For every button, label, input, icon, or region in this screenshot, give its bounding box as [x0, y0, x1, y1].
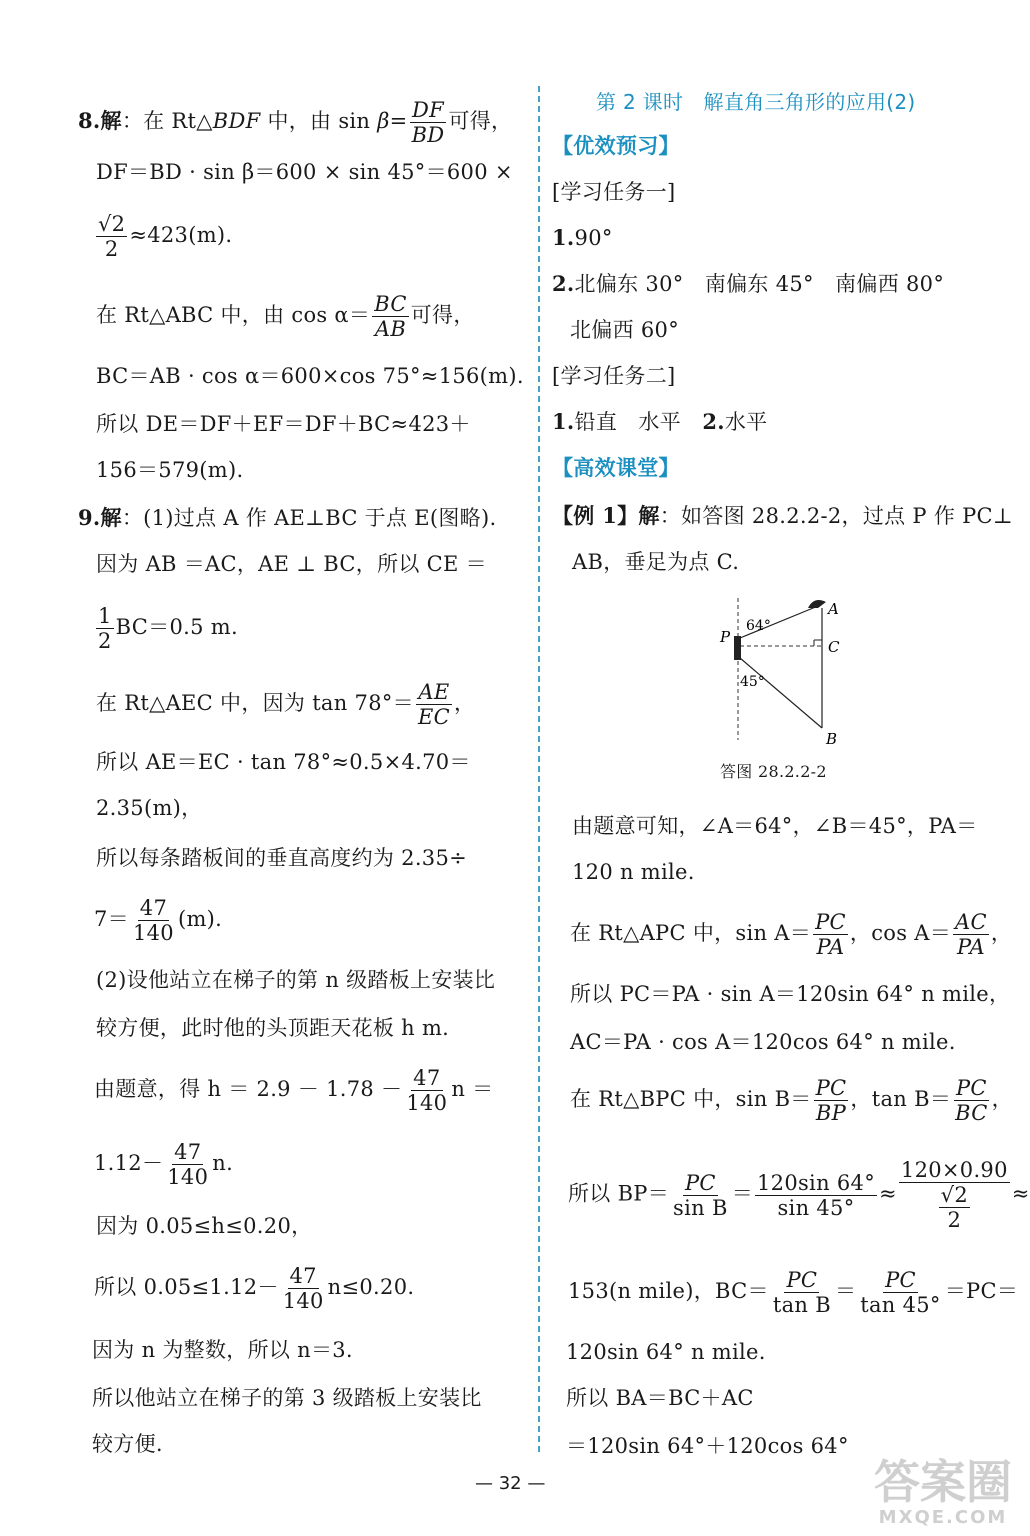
text: 铅直 水平 — [574, 410, 703, 434]
fraction — [281, 1264, 326, 1313]
text: ≈ — [1011, 1181, 1030, 1206]
item-number: 2. — [702, 409, 725, 434]
text: 90° — [574, 226, 613, 250]
fraction — [899, 1158, 1010, 1232]
watermark-url: MXQE.COM — [878, 1507, 1008, 1528]
q9-line-17: 较方便. — [92, 1432, 163, 1456]
numerator: PC — [684, 1170, 716, 1195]
numerator: 120×0.90 — [900, 1158, 1008, 1182]
q8-line-5: BC＝AB · cos α＝600×cos 75°≈156(m). — [96, 364, 524, 388]
pb-line — [740, 658, 822, 728]
item-number: 1. — [552, 225, 575, 250]
fraction — [96, 212, 127, 261]
example-line-6: 所以 PC＝PA · sin A＝120sin 64° n mile， — [570, 982, 1011, 1006]
denominator: sin B — [673, 1195, 728, 1220]
numerator: DF — [412, 98, 445, 122]
text: 在 Rt△AEC 中，因为 tan 78°＝ — [96, 691, 414, 715]
text: 1.12－ — [94, 1151, 164, 1175]
figure-diagram — [700, 590, 860, 750]
q8-line-6: 所以 DE＝DF＋EF＝DF＋BC≈423＋ — [96, 412, 471, 436]
q8-label: 8.解 — [78, 108, 122, 133]
q9-line-5: 所以 AE＝EC · tan 78°≈0.5×4.70＝ — [96, 750, 471, 774]
example-label: 【例 1】解 — [552, 503, 660, 528]
lesson-title: 第 2 课时 解直角三角形的应用(2) — [596, 90, 916, 114]
numerator: PC — [955, 1076, 987, 1100]
example-line-5 — [570, 910, 1012, 959]
fraction — [416, 680, 452, 729]
fraction — [939, 1183, 970, 1232]
fraction — [372, 292, 409, 341]
numerator: √2 — [940, 1183, 968, 1207]
fraction — [755, 1171, 877, 1220]
task-1-item-1 — [552, 224, 613, 252]
numerator: 120sin 64° — [757, 1170, 875, 1195]
fraction — [953, 1076, 990, 1125]
denominator: AB — [374, 317, 407, 341]
task-1-heading: [学习任务一] — [552, 180, 676, 204]
denominator: tan 45° — [860, 1293, 941, 1317]
denominator: tan B — [772, 1293, 831, 1317]
q9-line-16: 所以他站立在梯子的第 3 级踏板上安装比 — [92, 1386, 482, 1410]
numerator: BC — [374, 292, 407, 316]
q9-line-10: 较方便，此时他的头顶距天花板 h m. — [96, 1016, 450, 1040]
text: (m). — [177, 907, 223, 931]
q9-line-6: 2.35(m)， — [96, 796, 203, 820]
denominator: 140 — [406, 1091, 448, 1115]
text: 北偏东 30° 南偏东 45° 南偏西 80° — [574, 272, 945, 296]
figure-caption: 答图 28.2.2-2 — [720, 762, 827, 781]
fraction — [671, 1171, 730, 1220]
example-line-2: AB，垂足为点 C. — [572, 550, 740, 574]
text: ， — [991, 1087, 1013, 1111]
denominator: 2 — [104, 237, 119, 261]
text: ：在 Rt△ — [121, 109, 213, 133]
text: ≈423(m). — [129, 223, 233, 247]
text: 所以 BP＝ — [568, 1181, 670, 1206]
example-line-8 — [570, 1076, 1013, 1125]
label-c: C — [828, 638, 840, 656]
text: BDF — [212, 109, 261, 133]
q9-line-14 — [94, 1264, 414, 1313]
denominator: PA — [816, 935, 845, 959]
text: 在 Rt△APC 中，sin A＝ — [570, 921, 812, 945]
example-line-12: 所以 BA＝BC＋AC — [566, 1386, 754, 1410]
column-divider — [538, 86, 540, 1452]
section-class-heading: 【高效课堂】 — [552, 456, 680, 480]
numerator: 47 — [289, 1264, 317, 1288]
denominator: sin 45° — [777, 1195, 855, 1220]
q8-line-2: DF＝BD · sin β＝600 × sin 45°＝600 × — [96, 160, 513, 184]
q9-line-12 — [94, 1140, 233, 1189]
fraction — [165, 1140, 210, 1189]
text: ，cos A＝ — [849, 921, 952, 945]
q9-line-9: (2)设他站立在梯子的第 n 级踏板上安装比 — [96, 968, 496, 992]
example-line-3: 由题意可知，∠A＝64°，∠B＝45°，PA＝ — [572, 814, 978, 838]
numerator: 47 — [139, 896, 168, 920]
text: 由题意，得 h ＝ 2.9 － 1.78 － — [94, 1077, 403, 1101]
text: ：如答图 28.2.2-2，过点 P 作 PC⊥ — [659, 504, 1013, 528]
text: n ＝ — [451, 1077, 494, 1101]
text: 153(n mile)，BC＝ — [568, 1279, 769, 1303]
q8-line-3 — [94, 212, 232, 261]
label-a: A — [828, 600, 839, 618]
fraction — [404, 1066, 449, 1115]
page-number: — 32 — — [475, 1473, 546, 1494]
item-number: 2. — [552, 271, 575, 296]
angle-45-label: 45° — [740, 674, 765, 690]
q9-line-7: 所以每条踏板间的垂直高度约为 2.35÷ — [96, 846, 468, 870]
text: ＝ — [731, 1181, 753, 1206]
text: ， — [453, 691, 476, 715]
item-number: 1. — [552, 409, 575, 434]
denominator — [935, 1183, 974, 1232]
q9-line-3 — [94, 604, 238, 653]
numerator: 47 — [174, 1140, 202, 1164]
text: ：(1)过点 A 作 AE⊥BC 于点 E(图略). — [121, 506, 497, 530]
numerator: PC — [786, 1268, 818, 1292]
text: ＝PC＝ — [944, 1279, 1019, 1303]
task-2-items — [552, 408, 767, 436]
fraction — [858, 1268, 942, 1317]
text: 可得， — [410, 303, 475, 327]
task-1-item-2 — [552, 270, 944, 298]
q9-line-2: 因为 AB ＝AC，AE ⊥ BC，所以 CE ＝ — [96, 552, 487, 576]
denominator: BP — [815, 1101, 847, 1125]
q8-line-1 — [78, 98, 512, 147]
numerator: √2 — [98, 212, 126, 236]
fraction — [771, 1268, 833, 1317]
denominator: 140 — [282, 1289, 324, 1313]
q9-line-15: 因为 n 为整数，所以 n＝3. — [92, 1338, 353, 1362]
text: 水平 — [724, 410, 768, 434]
section-preview-heading: 【优效预习】 — [552, 134, 680, 158]
denominator: 140 — [132, 921, 174, 945]
text: 可得， — [448, 109, 513, 133]
example-line-7: AC＝PA · cos A＝120cos 64° n mile. — [570, 1030, 956, 1054]
text: 所以 0.05≤1.12－ — [94, 1275, 279, 1299]
q8-line-4 — [96, 292, 475, 341]
numerator: AC — [955, 910, 987, 934]
example-line-13: ＝120sin 64°＋120cos 64° — [566, 1434, 849, 1458]
watermark-logo: 答案圈 — [874, 1455, 1012, 1509]
numerator: 1 — [98, 604, 112, 628]
text: ＝ — [834, 1279, 857, 1303]
denominator: PA — [956, 935, 985, 959]
q9-line-4 — [96, 680, 475, 729]
denominator: BD — [411, 123, 445, 147]
label-b: B — [826, 730, 838, 748]
text: = — [389, 109, 408, 133]
lighthouse-icon — [734, 636, 741, 660]
denominator: 2 — [98, 629, 112, 653]
text: BC＝0.5 m. — [115, 615, 238, 639]
example-line-9 — [568, 1158, 1030, 1232]
text: ， — [990, 921, 1013, 945]
example-line-4: 120 n mile. — [572, 860, 695, 884]
numerator: PC — [885, 1268, 916, 1292]
text: 中，由 sin — [260, 109, 378, 133]
q8-line-7: 156＝579(m). — [96, 458, 244, 482]
text: 在 Rt△BPC 中，sin B＝ — [570, 1087, 812, 1111]
denominator: 140 — [167, 1165, 209, 1189]
fraction — [131, 896, 176, 945]
denominator: 2 — [947, 1208, 962, 1232]
q9-label: 9.解 — [78, 505, 122, 530]
denominator: EC — [417, 705, 450, 729]
q9-line-13: 因为 0.05≤h≤0.20， — [96, 1214, 313, 1238]
text: ≈ — [879, 1181, 897, 1206]
example-line-1 — [552, 502, 1013, 530]
denominator: BC — [955, 1101, 988, 1125]
ship-icon — [808, 600, 826, 608]
text: 7＝ — [94, 907, 129, 931]
numerator: 47 — [413, 1066, 441, 1090]
example-line-10 — [568, 1268, 1018, 1317]
label-p: P — [720, 628, 731, 646]
fraction — [410, 98, 447, 147]
text: 在 Rt△ABC 中，由 cos α＝ — [96, 303, 371, 327]
task-1-item-2-cont: 北偏西 60° — [570, 318, 679, 342]
numerator: PC — [815, 910, 846, 934]
watermark — [874, 1457, 1012, 1528]
fraction — [814, 1076, 849, 1125]
numerator: PC — [815, 1076, 847, 1100]
fraction — [953, 910, 989, 959]
numerator: AE — [418, 680, 450, 704]
fraction — [813, 910, 848, 959]
angle-64-label: 64° — [746, 618, 771, 634]
q9-line-11 — [94, 1066, 493, 1115]
text: ，tan B＝ — [850, 1087, 952, 1111]
text: n≤0.20. — [327, 1275, 415, 1299]
task-2-heading: [学习任务二] — [552, 364, 676, 388]
text: n. — [212, 1151, 234, 1175]
example-line-11: 120sin 64° n mile. — [566, 1340, 766, 1364]
fraction — [96, 604, 114, 653]
q9-line-8 — [94, 896, 222, 945]
text: β — [377, 109, 390, 133]
q9-line-1 — [78, 504, 496, 532]
